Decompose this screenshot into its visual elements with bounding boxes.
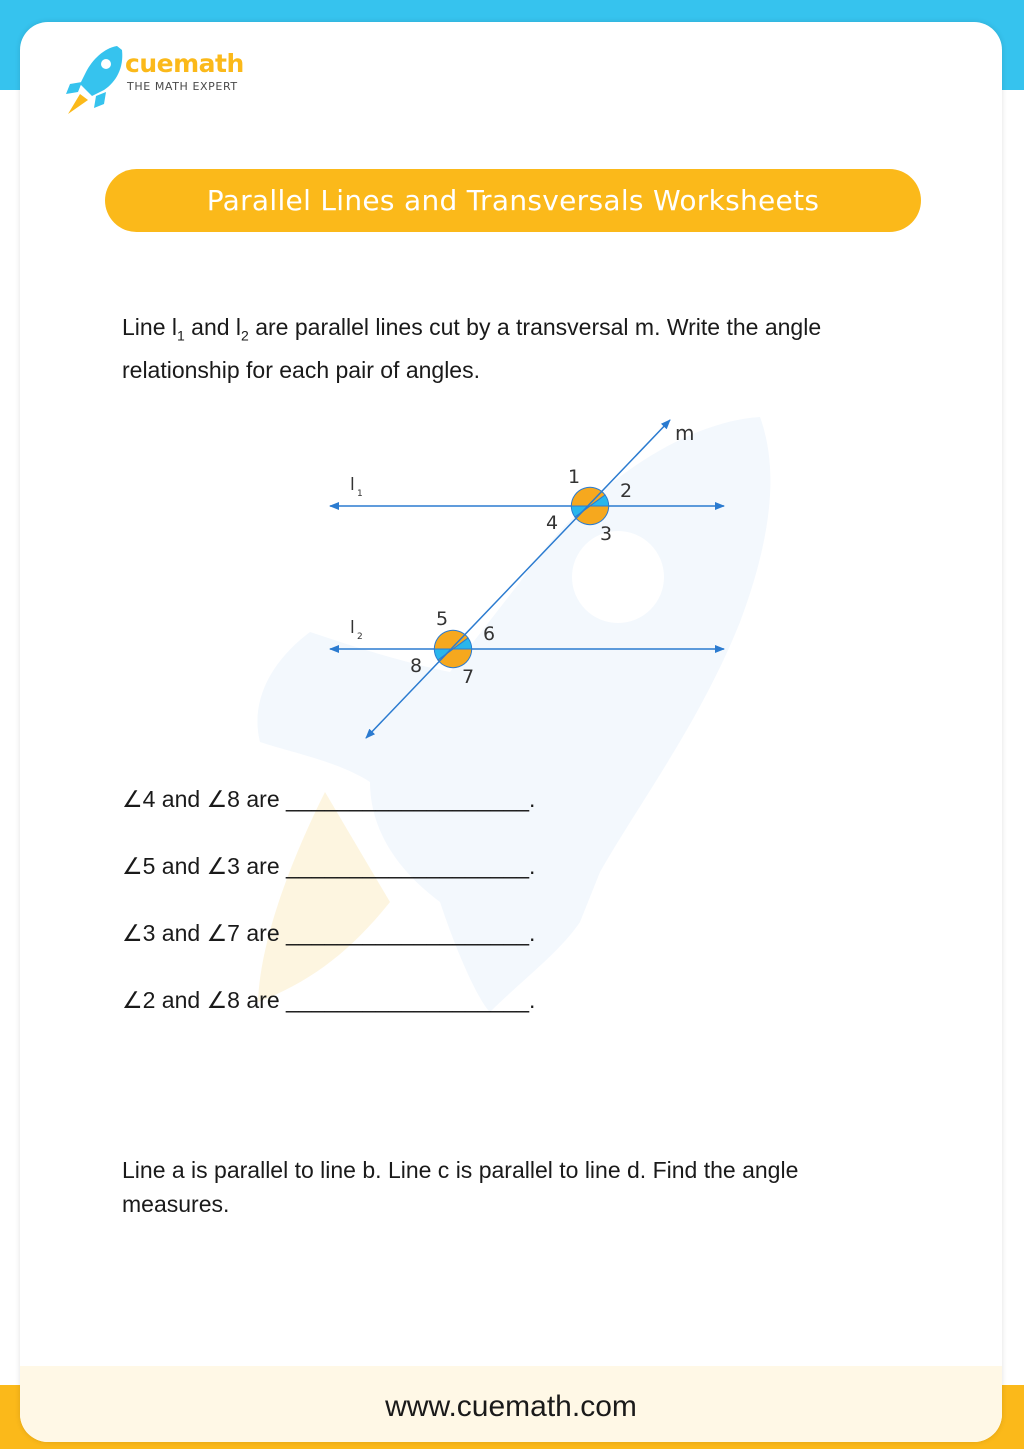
- brand-name: cuemath: [125, 49, 244, 78]
- question-4: ∠2 and ∠8 are ___________________.: [122, 987, 536, 1013]
- problem-2-instructions: Line a is parallel to line b. Line c is parallel to line d. Find the angle measures.: [122, 1157, 799, 1217]
- angle-label-3: 3: [600, 523, 613, 545]
- question-1: ∠4 and ∠8 are ___________________.: [122, 786, 536, 812]
- angle-label-7: 7: [462, 666, 475, 688]
- problem-1-text-c: are parallel lines cut by a transversal m. Write the angle relationship for each pair of angles.: [122, 314, 822, 383]
- parallel-lines-diagram: [20, 22, 1002, 1442]
- footer-url: www.cuemath.com: [385, 1390, 637, 1423]
- worksheet-page: [20, 22, 1002, 1442]
- label-l2-sub: 2: [357, 632, 363, 642]
- angle-markers-upper: [571, 487, 608, 524]
- angle-label-2: 2: [620, 480, 633, 502]
- worksheet-title: Parallel Lines and Transversals Worksheets: [206, 184, 820, 217]
- footer: [20, 1366, 1002, 1442]
- angle-markers-lower: [434, 630, 471, 667]
- label-l1-sub: 1: [357, 489, 363, 499]
- transversal-m: [366, 420, 670, 738]
- angle-label-4: 4: [546, 512, 559, 534]
- label-l2: l: [350, 618, 355, 638]
- brand-tagline: THE MATH EXPERT: [127, 80, 238, 93]
- label-m: m: [675, 421, 695, 445]
- angle-label-1: 1: [568, 466, 581, 488]
- question-2: ∠5 and ∠3 are ___________________.: [122, 853, 536, 879]
- angle-label-5: 5: [436, 608, 449, 630]
- angle-label-6: 6: [483, 623, 496, 645]
- problem-1-sub-2: 2: [241, 327, 249, 344]
- problem-1-text-a: Line l: [122, 314, 177, 340]
- problem-1-text-b: and l: [184, 314, 242, 340]
- question-3: ∠3 and ∠7 are ___________________.: [122, 920, 536, 946]
- problem-1-sub-1: 1: [176, 327, 185, 344]
- angle-label-8: 8: [410, 655, 423, 677]
- label-l1: l: [350, 475, 355, 495]
